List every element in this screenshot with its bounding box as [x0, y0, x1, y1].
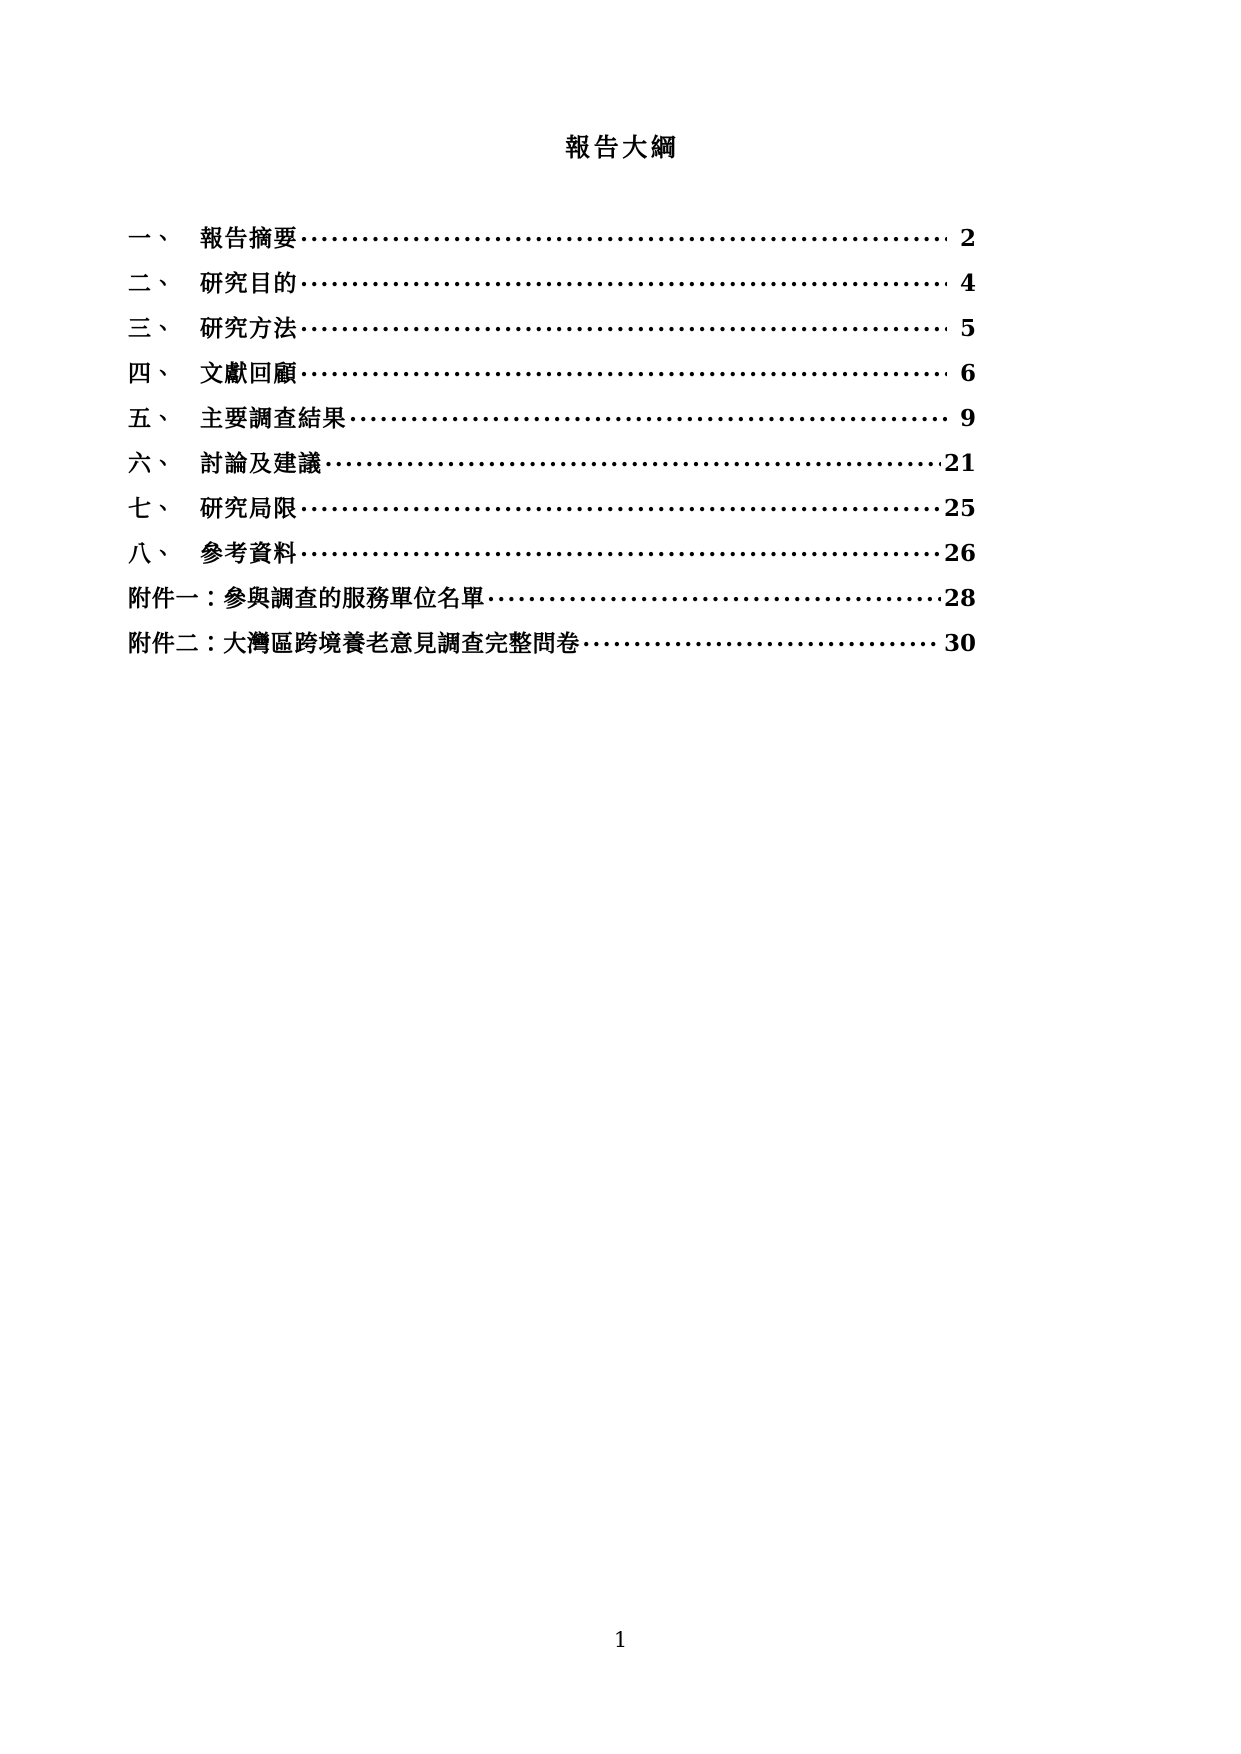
toc-entry-title: 討論及建議 — [200, 450, 323, 477]
toc-entry-title: 研究方法 — [200, 315, 298, 342]
toc-entry-title: 研究目的 — [200, 270, 298, 297]
toc-entry-title: 文獻回顧 — [200, 360, 298, 387]
toc-entry[interactable] — [128, 486, 976, 531]
dot-leader — [487, 583, 941, 606]
toc-entry-title: 主要調查結果 — [200, 405, 347, 432]
toc-entry-page-number: 6 — [959, 360, 976, 387]
toc-entry-page-number: 21 — [943, 450, 976, 477]
toc-entry-numeral: 八、 — [128, 540, 176, 567]
toc-entry[interactable] — [128, 351, 976, 396]
dot-leader — [300, 538, 941, 561]
dot-leader — [300, 493, 941, 516]
toc-appendix-entry[interactable] — [128, 621, 976, 666]
toc-entry-numeral: 七、 — [128, 495, 176, 522]
toc-appendix-title: 附件二：大灣區跨境養老意見調查完整問卷 — [128, 630, 581, 657]
toc-entry-numeral: 一、 — [128, 225, 176, 252]
toc-entry[interactable] — [128, 306, 976, 351]
toc-entry[interactable] — [128, 261, 976, 306]
toc-entry-page-number: 4 — [959, 270, 976, 297]
footer-page-number: 1 — [613, 1628, 628, 1652]
dot-leader — [582, 628, 941, 651]
toc-entry[interactable] — [128, 441, 976, 486]
dot-leader — [325, 448, 941, 471]
toc-entry-page-number: 26 — [943, 540, 976, 567]
toc-entry-numeral: 四、 — [128, 360, 176, 387]
toc-appendix-title: 附件一：參與調查的服務單位名單 — [128, 585, 485, 612]
dot-leader — [300, 358, 947, 381]
toc-appendix-page-number: 30 — [943, 630, 976, 657]
toc-entry[interactable] — [128, 216, 976, 261]
toc-appendix-entry[interactable] — [128, 576, 976, 621]
toc-entry-numeral: 二、 — [128, 270, 176, 297]
toc-entry-page-number: 9 — [959, 405, 976, 432]
toc-entry-page-number: 5 — [959, 315, 976, 342]
dot-leader — [300, 268, 947, 291]
dot-leader — [349, 403, 947, 426]
toc-entry-page-number: 25 — [943, 495, 976, 522]
dot-leader — [300, 313, 947, 336]
dot-leader — [300, 223, 947, 246]
toc-entry-title: 報告摘要 — [200, 225, 298, 252]
toc-entry-page-number: 2 — [959, 225, 976, 252]
toc-entry-title: 研究局限 — [200, 495, 298, 522]
table-of-contents — [128, 216, 976, 666]
toc-entry-numeral: 六、 — [128, 450, 176, 477]
toc-entry[interactable] — [128, 396, 976, 441]
toc-entry-numeral: 三、 — [128, 315, 176, 342]
toc-entry-title: 參考資料 — [200, 540, 298, 567]
toc-appendix-page-number: 28 — [943, 585, 976, 612]
toc-entry[interactable] — [128, 531, 976, 576]
page-title: 報告大綱 — [565, 133, 680, 162]
toc-entry-numeral: 五、 — [128, 405, 176, 432]
